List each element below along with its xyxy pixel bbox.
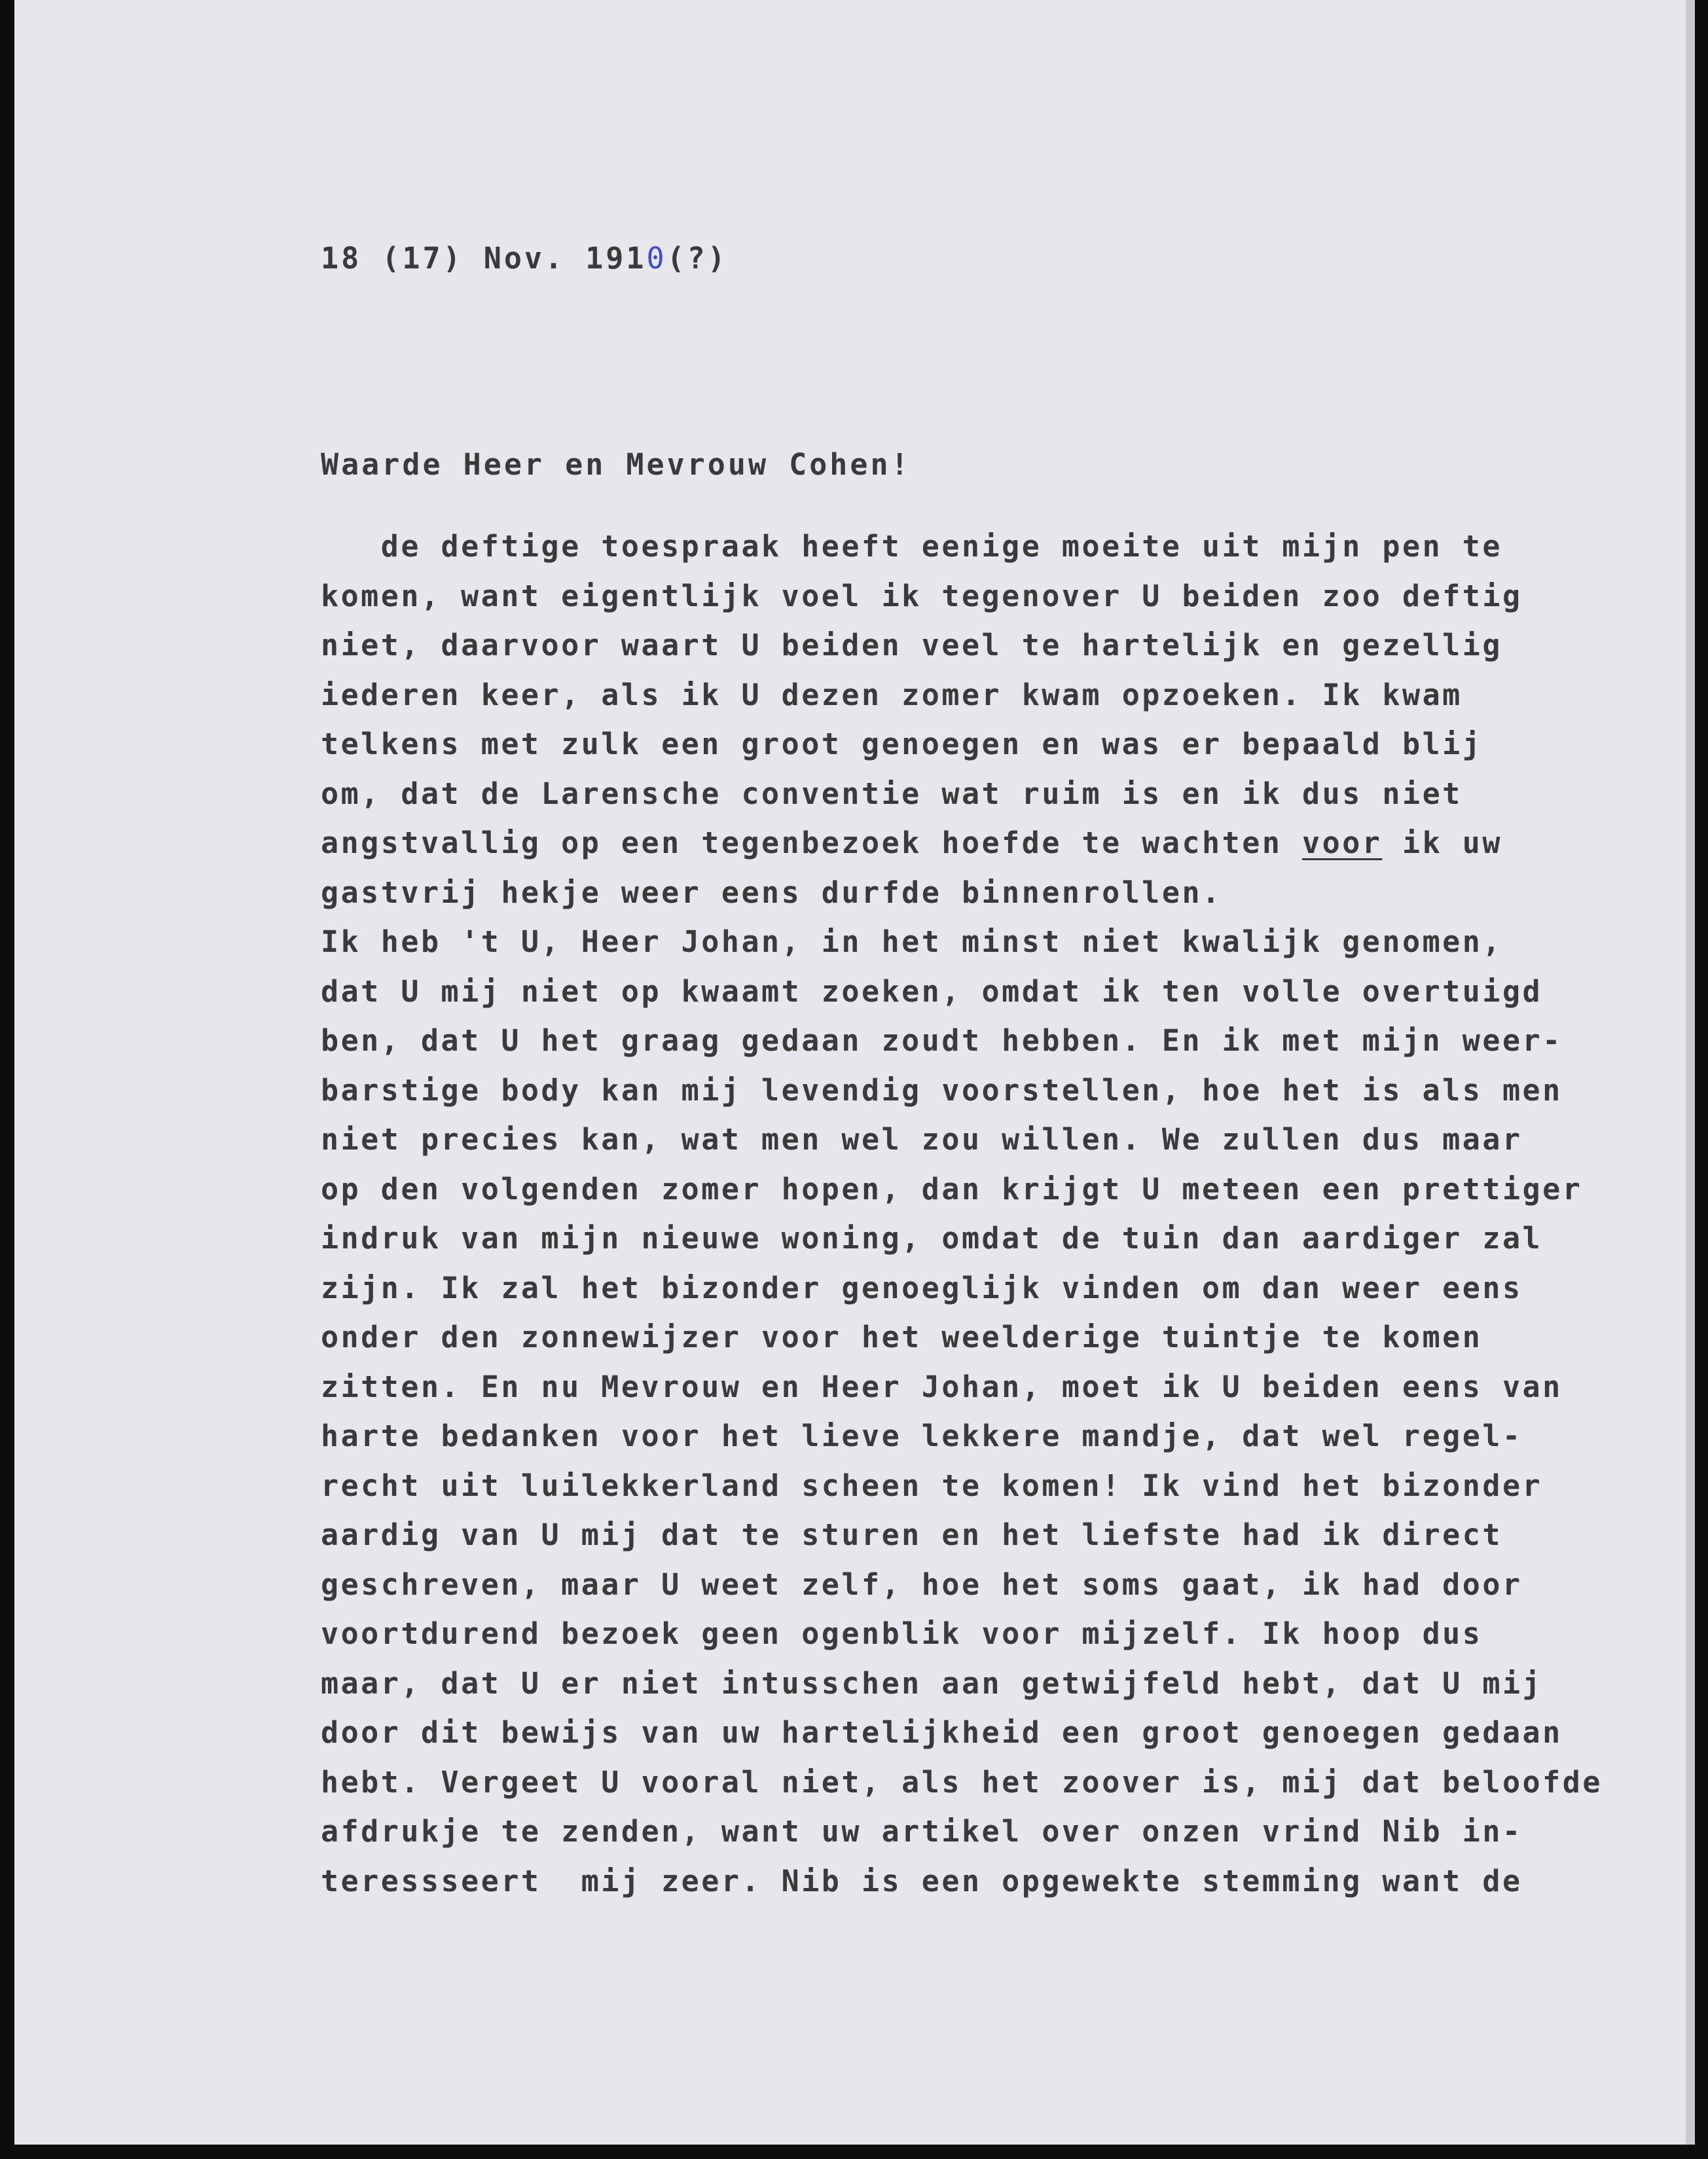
body-line: gastvrij hekje weer eens durfde binnenrollen. — [321, 875, 1222, 910]
body-line: indruk van mijn nieuwe woning, omdat de tuin dan aardiger zal — [321, 1221, 1543, 1256]
letter-body — [321, 522, 1603, 1906]
body-line: teressseert mij zeer. Nib is een opgewekte stemming want de — [321, 1863, 1523, 1898]
body-line: niet precies kan, wat men wel zou willen. We zullen dus maar — [321, 1122, 1523, 1157]
body-line: maar, dat U er niet intusschen aan getwijfeld hebt, dat U mij — [321, 1665, 1543, 1701]
body-line: voortdurend bezoek geen ogenblik voor mijzelf. Ik hoop dus — [321, 1616, 1483, 1651]
date-typed: 18 (17) Nov. 191 — [321, 241, 647, 276]
body-line: Ik heb 't U, Heer Johan, in het minst niet kwalijk genomen, — [321, 924, 1502, 959]
underline-line-after: ik uw — [1382, 826, 1502, 860]
sheet-edge — [1686, 0, 1695, 2145]
body-line: recht uit luilekkerland scheen te komen! Ik vind het bizonder — [321, 1468, 1543, 1503]
body-line: afdrukje te zenden, want uw artikel over onzen vrind Nib in- — [321, 1814, 1523, 1849]
body-line: ben, dat U het graag gedaan zoudt hebben. En ik met mijn weer- — [321, 1023, 1563, 1058]
body-line: zitten. En nu Mevrouw en Heer Johan, moet ik U beiden eens van — [321, 1369, 1563, 1404]
salutation: Waarde Heer en Mevrouw Cohen! — [321, 447, 911, 482]
underline-line-before: angstvallig op een tegenbezoek hoefde te wachten — [321, 826, 1303, 860]
letter-date — [321, 241, 728, 276]
body-line: om, dat de Larensche conventie wat ruim is en ik dus niet — [321, 776, 1463, 811]
body-line: barstige body kan mij levendig voorstellen, hoe het is als men — [321, 1072, 1563, 1108]
body-line: aardig van U mij dat te sturen en het liefste had ik direct — [321, 1517, 1502, 1552]
body-line: niet, daarvoor waart U beiden veel te hartelijk en gezellig — [321, 628, 1502, 662]
body-line: op den volgenden zomer hopen, dan krijgt U meteen een prettiger — [321, 1171, 1583, 1206]
body-line-with-underline — [321, 818, 1603, 868]
body-line: harte bedanken voor het lieve lekkere mandje, dat wel regel- — [321, 1419, 1523, 1453]
body-line: telkens met zulk een groot genoegen en was er bepaald blij — [321, 727, 1483, 761]
date-handwritten-digit: 0 — [646, 241, 667, 276]
body-line: door dit bewijs van uw hartelijkheid een groot genoegen gedaan — [321, 1715, 1563, 1750]
body-line: iederen keer, als ik U dezen zomer kwam opzoeken. Ik kwam — [321, 677, 1463, 712]
body-line: zijn. Ik zal het bizonder genoeglijk vinden om dan weer eens — [321, 1270, 1523, 1305]
body-line: dat U mij niet op kwaamt zoeken, omdat ik ten volle overtuigd — [321, 973, 1543, 1009]
letter-sheet — [14, 0, 1695, 2145]
body-line: hebt. Vergeet U vooral niet, als het zoover is, mij dat beloofde — [321, 1764, 1603, 1800]
date-suffix: (?) — [666, 241, 728, 276]
body-line: onder den zonnewijzer voor het weelderige tuintje te komen — [321, 1320, 1483, 1354]
body-line: de deftige toespraak heeft eenige moeite uit mijn pen te — [321, 529, 1502, 564]
underlined-word: voor — [1302, 826, 1383, 860]
body-line: komen, want eigentlijk voel ik tegenover U beiden zoo deftig — [321, 578, 1523, 613]
body-line: geschreven, maar U weet zelf, hoe het soms gaat, ik had door — [321, 1567, 1523, 1602]
